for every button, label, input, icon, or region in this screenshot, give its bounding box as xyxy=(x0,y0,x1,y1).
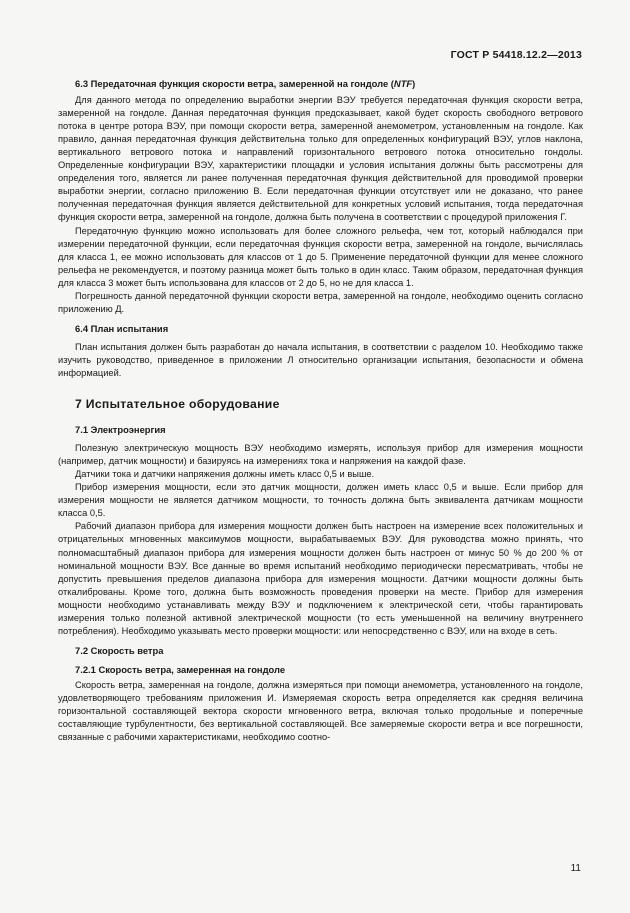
section-7-2-heading: 7.2 Скорость ветра xyxy=(75,644,164,656)
section-6-3-heading: 6.3 Передаточная функция скорости ветра, замеренной на гондоле (NTF) xyxy=(75,78,416,89)
paragraph: Для данного метода по определению выработки энергии ВЭУ требуется передаточная функция скорости ветра, замеренной на гондоле. Данная передаточная функция предсказывает, какой будет скорость свободного ветрового потока в центре ротора ВЭУ, при помощи скорости ветра, замеренной анемометром, установленным на гондоле. Как правило, данная передаточная функция действительна только для определенных конфигураций ВЭУ, углов наклона, вертикального ветрового потока и направлений горизонтального ветрового потока относительно гондолы. Определенные конфигурации ВЭУ, характеристики площадки и условия испытания должны быть рассмотрены для определения того, является ли ранее полученная передаточная функция действительной для проводимой проверки выработки энергии, согласно приложению В. Если передаточная функции отсутствует или не доказано, что ранее полученная передаточная функция является действительной для конкретных условий испытания, тогда передаточная функция скорости ветра, замеренной на гондоле, должна быть получена в соответствии с процедурой приложения Г. xyxy=(58,95,583,223)
page-number: 11 xyxy=(570,863,581,874)
section-6-3-abbr: NTF xyxy=(393,78,413,89)
paragraph: План испытания должен быть разработан до начала испытания, в соответствии с разделом 10. Необходимо также изучить руководство, приведенное в приложении Л относительно организации испытания, безопасности и обмена информацией. xyxy=(58,341,583,378)
document-body xyxy=(58,77,583,744)
section-7-1-heading: 7.1 Электроэнергия xyxy=(75,424,166,436)
paragraph: Прибор измерения мощности, если это датчик мощности, должен иметь класс 0,5 и выше. Если прибор для измерения мощности не является датчиком мощности, то точность должна быть эквивалента датчикам мощности класса 0,5. xyxy=(58,482,583,519)
paragraph: Рабочий диапазон прибора для измерения мощности должен быть настроен на измерение всех положительных и отрицательных мгновенных максимумов мощности, вырабатываемых ВЭУ. Для руководства можно принять, что полномасштабный диапазон прибора для измерения мощности должен быть настроен от минус 50 % до 200 % от номинальной мощности ВЭУ. Все данные во время испытаний необходимо периодически пересматривать, чтобы не допустить превышения пределов диапазона прибора для измерения мощности. Датчики мощности должны быть откалиброваны. Кроме того, должна быть возможность проведения проверки на месте. Прибор для измерения мощности необходимо устанавливать между ВЭУ и подключением к электрической сети, чтобы гарантировать измерения только полезной активной электрической мощности (то есть уменьшенной на величину внутреннего потребления). Необходимо указывать место проверки мощности: или непосредственно с ВЭУ, или на входе в сеть. xyxy=(58,521,583,636)
section-6-4-heading: 6.4 План испытания xyxy=(75,322,169,334)
paragraph: Полезную электрическую мощность ВЭУ необходимо измерять, используя прибор для измерения мощности (например, датчик мощности) и базируясь на измерениях тока и напряжения на каждой фазе. xyxy=(58,443,583,467)
paragraph: Передаточную функцию можно использовать для более сложного рельефа, чем тот, который наблюдался при измерении передаточной функции, если передаточная функция скорости ветра, замеренной на гондоле, вычислялась для класса 1, ее можно использовать для классов от 1 до 5. Применение передаточной функции для менее сложного рельефа не рекомендуется, и поэтому разница может быть только в один класс. Таким образом, передаточная функция для класса 3 может быть использована для классов от 2 до 5, но не для класса 1. xyxy=(58,225,583,288)
section-7-2-1-heading: 7.2.1 Скорость ветра, замеренная на гондоле xyxy=(75,663,286,675)
paragraph: Погрешность данной передаточной функции скорости ветра, замеренной на гондоле, необходимо оценить согласно приложению Д. xyxy=(58,290,583,314)
document-header: ГОСТ Р 54418.12.2—2013 xyxy=(450,49,582,61)
paragraph: Датчики тока и датчики напряжения должны иметь класс 0,5 и выше. xyxy=(75,469,375,480)
paragraph: Скорость ветра, замеренная на гондоле, должна измеряться при помощи анемометра, установленного на гондоле, удовлетворяющего требованиям приложения И. Измеряемая скорость ветра определяется как средняя величина горизонтальной составляющей вектора скорости мгновенного ветра, включая только продольные и поперечные составляющие турбулентности, без вертикальной составляющей. Все замеряемые скорости ветра и все погрешности, связанные с рабочими характеристиками, необходимо соотно- xyxy=(58,679,583,743)
chapter-7-heading: 7 Испытательное оборудование xyxy=(75,397,280,412)
